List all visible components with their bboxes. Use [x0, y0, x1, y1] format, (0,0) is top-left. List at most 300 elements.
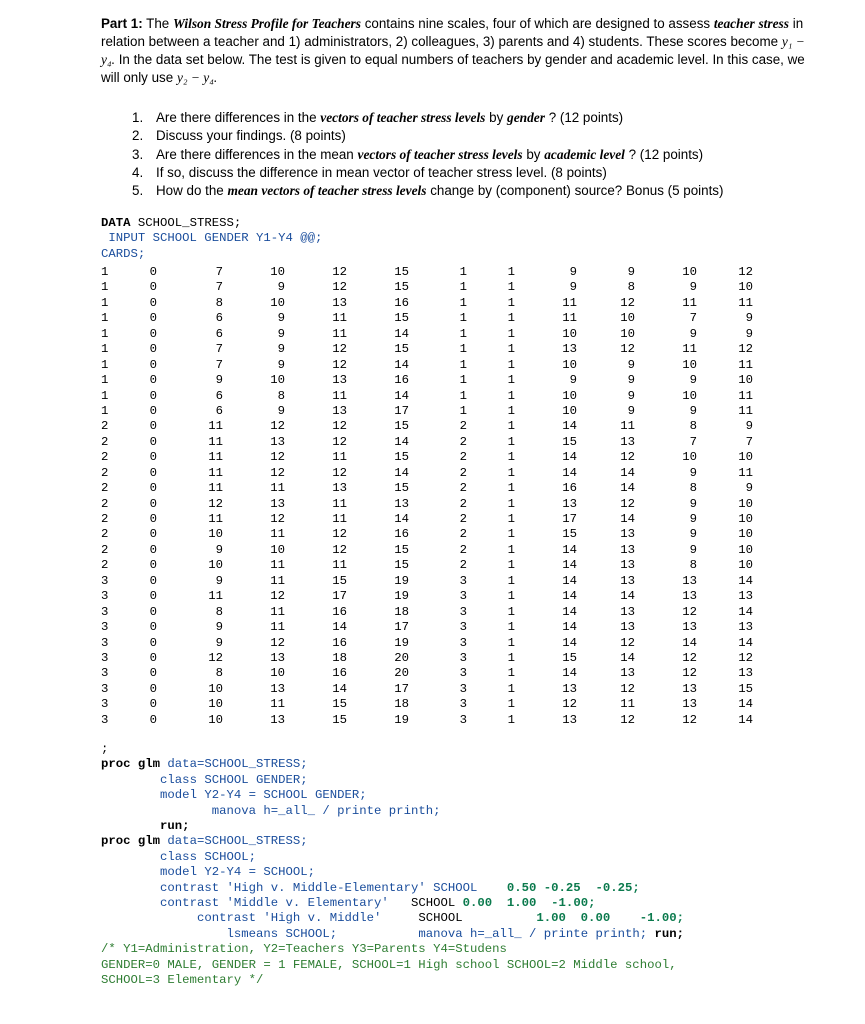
- data-cell: 9: [745, 326, 753, 341]
- part-label: Part 1:: [101, 16, 143, 31]
- data-cell: 11: [332, 450, 347, 465]
- data-cell: 14: [562, 450, 577, 465]
- data-cell: 12: [270, 512, 285, 526]
- data-cell: 9: [277, 326, 285, 341]
- data-cell: 2: [101, 558, 109, 573]
- data-cell: 13: [562, 496, 577, 511]
- question-text: ? (12 points): [628, 146, 704, 162]
- data-cell: 2: [459, 542, 467, 557]
- data-cell: 10: [738, 512, 753, 526]
- data-cell: 13: [270, 712, 285, 727]
- data-cell: 1: [507, 373, 515, 388]
- data-cell: 10: [562, 357, 577, 372]
- data-cell: 2: [101, 542, 109, 557]
- data-cell: 9: [569, 265, 577, 279]
- data-cell: 9: [215, 373, 223, 388]
- data-cell: 10: [682, 265, 697, 279]
- question-number: 1.: [132, 110, 144, 125]
- code-line: INPUT SCHOOL GENDER Y1-Y4 @@;: [101, 231, 323, 246]
- data-cell: 11: [208, 450, 223, 465]
- data-cell: 15: [394, 311, 409, 326]
- data-cell: 3: [101, 666, 109, 681]
- data-cell: 12: [738, 265, 753, 279]
- data-cell: 13: [620, 527, 635, 542]
- data-cell: 0: [149, 280, 157, 295]
- data-cell: 7: [215, 342, 223, 357]
- data-cell: 9: [215, 573, 223, 588]
- question-text: academic level: [544, 146, 625, 162]
- data-cell: 8: [277, 388, 285, 403]
- data-cell: 3: [101, 573, 109, 588]
- data-cell: 12: [270, 419, 285, 434]
- data-cell: 7: [745, 434, 753, 449]
- data-cell: 11: [270, 697, 285, 712]
- data-cell: 9: [745, 419, 753, 434]
- data-cell: 0: [149, 697, 157, 712]
- data-cell: 10: [682, 450, 697, 465]
- data-cell: 12: [682, 650, 697, 665]
- data-cell: 0: [149, 465, 157, 480]
- data-cell: 0: [149, 388, 157, 403]
- data-cell: 14: [620, 512, 635, 526]
- question-text: Discuss your findings. (8 points): [156, 128, 346, 144]
- data-cell: 1: [101, 280, 109, 295]
- data-cell: 15: [394, 342, 409, 357]
- code-line: SCHOOL: [410, 896, 456, 911]
- data-cell: 14: [562, 419, 577, 434]
- data-cell: 13: [562, 712, 577, 727]
- data-cell: 9: [215, 620, 223, 635]
- data-cell: 10: [270, 542, 285, 557]
- data-cell: 13: [332, 481, 347, 496]
- data-cell: 14: [562, 620, 577, 635]
- data-cell: 17: [394, 403, 409, 418]
- code-line: contrast 'High v. Middle': [196, 911, 382, 926]
- data-cell: 1: [101, 388, 109, 403]
- data-cell: 17: [394, 681, 409, 696]
- data-cell: 2: [459, 512, 467, 526]
- data-cell: 3: [459, 681, 467, 696]
- code-line: class SCHOOL GENDER;: [160, 772, 308, 787]
- data-cell: 11: [208, 589, 223, 604]
- code-line: CARDS;: [101, 246, 146, 261]
- data-cell: 1: [507, 666, 515, 681]
- data-cell: 11: [208, 481, 223, 496]
- data-cell: 10: [620, 326, 635, 341]
- data-cell: 12: [620, 450, 635, 465]
- data-cell: 2: [459, 481, 467, 496]
- data-cell: 9: [627, 357, 635, 372]
- data-cell: 14: [738, 604, 753, 619]
- data-cell: 8: [627, 280, 635, 295]
- data-cell: 11: [270, 527, 285, 542]
- data-cell: 2: [101, 496, 109, 511]
- data-cell: 14: [562, 558, 577, 573]
- data-cell: 1: [507, 681, 515, 696]
- data-cell: 12: [682, 712, 697, 727]
- data-cell: 13: [332, 403, 347, 418]
- data-cell: 1: [507, 388, 515, 403]
- question-item: [101, 164, 723, 182]
- data-cell: 0: [149, 558, 157, 573]
- data-cell: 11: [620, 419, 635, 434]
- data-cell: 10: [270, 295, 285, 310]
- data-cell: 11: [332, 326, 347, 341]
- data-cell: 15: [332, 573, 347, 588]
- intro-text: In the data set below. The test is given to equal numbers of teachers by gender and academic level. In this case, we will only use: [101, 52, 805, 85]
- data-cell: 9: [569, 280, 577, 295]
- data-cell: 3: [459, 712, 467, 727]
- data-cell: 3: [459, 573, 467, 588]
- data-cell: 1: [507, 697, 515, 712]
- data-cell: 3: [101, 620, 109, 635]
- data-cell: 13: [394, 496, 409, 511]
- data-cell: 14: [394, 465, 409, 480]
- data-cell: 14: [562, 465, 577, 480]
- data-cell: 3: [459, 666, 467, 681]
- data-cell: 3: [459, 589, 467, 604]
- data-cell: 13: [620, 434, 635, 449]
- intro-text: The: [146, 16, 170, 31]
- data-cell: 1: [507, 496, 515, 511]
- data-cell: 2: [101, 434, 109, 449]
- data-cell: 11: [270, 620, 285, 635]
- contrast-values: 0.50 -0.25 -0.25;: [506, 880, 640, 895]
- data-cell: 9: [277, 342, 285, 357]
- data-cell: 9: [745, 481, 753, 496]
- data-cell: 15: [394, 265, 409, 279]
- data-cell: 13: [682, 681, 697, 696]
- data-cell: 1: [507, 419, 515, 434]
- code-line: contrast 'High v. Middle-Elementary' SCHOOL: [160, 880, 478, 895]
- data-cell: 1: [101, 403, 109, 418]
- data-cell: 15: [562, 650, 577, 665]
- data-cell: 14: [394, 326, 409, 341]
- data-cell: 2: [101, 481, 109, 496]
- data-cell: 0: [149, 481, 157, 496]
- code-line: ;: [101, 742, 109, 756]
- proc-keyword: proc glm: [101, 757, 161, 772]
- data-cell: 2: [101, 527, 109, 542]
- data-cell: 15: [394, 542, 409, 557]
- data-cell: 1: [507, 295, 515, 310]
- data-cell: 1: [507, 527, 515, 542]
- data-cell: 12: [332, 434, 347, 449]
- data-cell: 14: [394, 357, 409, 372]
- data-cell: 13: [738, 666, 753, 681]
- data-cell: 9: [689, 527, 697, 542]
- data-cell: 10: [208, 558, 223, 573]
- data-cell: 3: [101, 681, 109, 696]
- data-cell: 0: [149, 712, 157, 727]
- data-cell: 14: [562, 635, 577, 650]
- data-cell: 13: [620, 620, 635, 635]
- data-cell: 12: [332, 465, 347, 480]
- data-cell: 11: [332, 558, 347, 573]
- data-cell: 7: [689, 434, 697, 449]
- data-cell: 17: [332, 589, 347, 604]
- data-cell: 11: [332, 311, 347, 326]
- data-cell: 12: [682, 666, 697, 681]
- data-cell: 7: [215, 265, 223, 279]
- vars-full: y₁ − y₄.: [101, 34, 805, 67]
- data-cell: 10: [738, 542, 753, 557]
- data-cell: 1: [459, 373, 467, 388]
- data-cell: 9: [689, 542, 697, 557]
- data-cell: 1: [507, 620, 515, 635]
- code-line: SCHOOL: [418, 911, 463, 926]
- data-cell: 9: [277, 280, 285, 295]
- data-cell: 1: [101, 295, 109, 310]
- data-cell: 8: [215, 666, 223, 681]
- code-line: manova h=_all_ / printe printh;: [418, 926, 648, 941]
- data-cell: 8: [689, 419, 697, 434]
- data-cell: 0: [149, 681, 157, 696]
- data-cell: 14: [620, 481, 635, 496]
- question-item: [101, 182, 723, 200]
- data-cell: 7: [689, 311, 697, 326]
- code-header: [101, 216, 322, 262]
- data-cell: 10: [682, 357, 697, 372]
- data-cell: 1: [507, 342, 515, 357]
- question-text: mean vectors of teacher stress levels: [227, 183, 427, 199]
- question-text: vectors of teacher stress levels: [320, 110, 486, 125]
- data-cell: 10: [738, 280, 753, 295]
- data-cell: 11: [332, 496, 347, 511]
- data-cell: 3: [459, 620, 467, 635]
- data-cell: 9: [745, 311, 753, 326]
- data-cell: 3: [101, 635, 109, 650]
- data-cell: 9: [277, 357, 285, 372]
- data-cell: 16: [332, 604, 347, 619]
- data-cell: 0: [149, 419, 157, 434]
- data-cell: 10: [270, 373, 285, 388]
- data-cell: 14: [620, 465, 635, 480]
- data-cell: 20: [394, 666, 409, 681]
- data-cell: 3: [459, 635, 467, 650]
- data-cell: 2: [101, 419, 109, 434]
- data-cell: 2: [459, 419, 467, 434]
- data-cell: 11: [270, 481, 285, 496]
- code-line: manova h=_all_ / printe printh;: [211, 803, 441, 818]
- data-cell: 1: [507, 589, 515, 604]
- data-cell: 13: [620, 542, 635, 557]
- data-cell: 14: [620, 650, 635, 665]
- data-cell: 9: [689, 496, 697, 511]
- data-cell: 13: [738, 620, 753, 635]
- data-cell: 11: [332, 512, 347, 526]
- data-cell: 13: [270, 681, 285, 696]
- code-line: data=SCHOOL_STRESS;: [160, 757, 308, 772]
- data-cell: 9: [627, 403, 635, 418]
- data-cell: 1: [459, 326, 467, 341]
- data-cell: 13: [682, 573, 697, 588]
- data-cell: 15: [394, 450, 409, 465]
- data-cell: 8: [215, 295, 223, 310]
- data-cell: 10: [738, 373, 753, 388]
- data-cell: 9: [627, 373, 635, 388]
- data-cell: 13: [620, 573, 635, 588]
- data-cell: 2: [459, 527, 467, 542]
- data-cell: 3: [101, 712, 109, 727]
- data-cell: 1: [459, 265, 467, 279]
- data-cell: 14: [562, 604, 577, 619]
- data-cell: 10: [682, 388, 697, 403]
- data-cell: 11: [738, 465, 753, 480]
- data-cell: 0: [149, 650, 157, 665]
- data-cell: 12: [620, 496, 635, 511]
- question-text: How do the: [156, 183, 224, 199]
- data-cell: 11: [208, 434, 223, 449]
- data-cell: 9: [627, 388, 635, 403]
- data-cell: 9: [689, 326, 697, 341]
- data-cell: 12: [332, 527, 347, 542]
- code-line: class SCHOOL;: [160, 849, 256, 864]
- data-cell: 1: [459, 403, 467, 418]
- data-cell: 18: [394, 604, 409, 619]
- question-text: If so, discuss the difference in mean vector of teacher stress level. (8 points): [156, 164, 607, 180]
- data-cell: 0: [149, 589, 157, 604]
- data-cell: 15: [332, 697, 347, 712]
- data-cell: 7: [215, 280, 223, 295]
- data-cell: 0: [149, 635, 157, 650]
- data-cell: 1: [507, 280, 515, 295]
- stress-word: stress: [758, 16, 789, 31]
- data-cell: 0: [149, 342, 157, 357]
- data-cell: 1: [101, 326, 109, 341]
- data-cell: 20: [394, 650, 409, 665]
- data-cell: 18: [332, 650, 347, 665]
- data-cell: 0: [149, 434, 157, 449]
- data-cell: 12: [620, 295, 635, 310]
- data-cell: 11: [620, 697, 635, 712]
- data-cell: 12: [270, 465, 285, 480]
- question-number: 2.: [132, 128, 144, 144]
- proc-keyword: proc glm: [101, 834, 161, 849]
- data-cell: 2: [459, 496, 467, 511]
- question-text: ? (12 points): [548, 110, 624, 125]
- data-cell: 11: [562, 295, 577, 310]
- data-cell: 12: [270, 635, 285, 650]
- run-keyword: run;: [160, 819, 190, 834]
- data-cell: 1: [459, 280, 467, 295]
- contrast-values: 0.00 1.00 -1.00;: [462, 896, 596, 911]
- data-cell: 13: [332, 295, 347, 310]
- data-cell: 1: [507, 403, 515, 418]
- data-cell: 11: [682, 342, 697, 357]
- data-cell: 7: [215, 357, 223, 372]
- data-cell: 2: [101, 450, 109, 465]
- data-cell: 15: [738, 681, 753, 696]
- question-item: [101, 109, 723, 127]
- data-cell: 0: [149, 666, 157, 681]
- data-cell: 10: [562, 403, 577, 418]
- data-cell: 12: [620, 712, 635, 727]
- data-cell: 12: [738, 650, 753, 665]
- data-cell: 13: [270, 650, 285, 665]
- question-text: vectors of teacher stress levels: [357, 146, 523, 162]
- code-comment: GENDER=0 MALE, GENDER = 1 FEMALE, SCHOOL=1 High school SCHOOL=2 Middle school,: [101, 957, 677, 972]
- data-cell: 3: [101, 589, 109, 604]
- data-cell: 10: [738, 496, 753, 511]
- data-cell: 6: [215, 388, 223, 403]
- data-cell: 11: [738, 388, 753, 403]
- data-cell: 19: [394, 589, 409, 604]
- question-text: gender: [507, 110, 545, 125]
- data-cell: 12: [208, 650, 223, 665]
- data-cell: 9: [689, 465, 697, 480]
- question-text: by: [526, 146, 541, 162]
- data-cell: 9: [277, 311, 285, 326]
- contrast-values: 1.00 0.00 -1.00;: [536, 911, 684, 926]
- data-cell: 12: [620, 635, 635, 650]
- data-cell: 19: [394, 712, 409, 727]
- question-text: Are there differences in the: [156, 110, 317, 125]
- data-cell: 0: [149, 512, 157, 526]
- data-cell: 1: [507, 573, 515, 588]
- data-cell: 2: [101, 512, 109, 526]
- data-cell: 9: [689, 373, 697, 388]
- data-cell: 10: [562, 326, 577, 341]
- data-cell: 11: [738, 357, 753, 372]
- data-cell: 11: [208, 419, 223, 434]
- question-number: 5.: [132, 183, 144, 199]
- data-cell: 15: [394, 419, 409, 434]
- data-cell: 1: [507, 450, 515, 465]
- data-cell: 14: [562, 666, 577, 681]
- data-cell: 15: [332, 712, 347, 727]
- data-cell: 10: [208, 697, 223, 712]
- data-cell: 0: [149, 620, 157, 635]
- data-cell: 8: [215, 604, 223, 619]
- question-text: Are there differences in the mean: [156, 146, 354, 162]
- code-line: SCHOOL_STRESS;: [130, 216, 242, 230]
- data-cell: 16: [332, 635, 347, 650]
- data-cell: 1: [507, 481, 515, 496]
- data-cell: 11: [270, 558, 285, 573]
- question-number: 3.: [132, 146, 144, 162]
- question-text: by: [489, 110, 504, 125]
- data-cell: 11: [738, 295, 753, 310]
- data-cell: 14: [738, 697, 753, 712]
- data-cell: 0: [149, 527, 157, 542]
- data-cell: 13: [562, 342, 577, 357]
- data-cell: 11: [682, 295, 697, 310]
- data-cell: 0: [149, 450, 157, 465]
- data-cell: 8: [689, 558, 697, 573]
- data-cell: 2: [459, 434, 467, 449]
- data-cell: 9: [689, 512, 697, 526]
- data-cell: 16: [394, 295, 409, 310]
- data-cell: 13: [620, 558, 635, 573]
- data-cell: 12: [208, 496, 223, 511]
- data-cell: 1: [101, 357, 109, 372]
- data-cell: 12: [562, 697, 577, 712]
- data-cell: 14: [738, 635, 753, 650]
- data-cell: 13: [620, 666, 635, 681]
- data-cell: 10: [270, 265, 285, 279]
- data-cell: 13: [738, 589, 753, 604]
- data-cell: 10: [208, 681, 223, 696]
- data-cell: 14: [394, 434, 409, 449]
- data-cell: 6: [215, 403, 223, 418]
- vars-used: y₂ − y₄.: [176, 70, 218, 85]
- data-cell: 1: [507, 265, 515, 279]
- data-cell: 3: [101, 604, 109, 619]
- data-cell: 14: [562, 589, 577, 604]
- data-cell: 1: [507, 311, 515, 326]
- data-cell: 13: [682, 697, 697, 712]
